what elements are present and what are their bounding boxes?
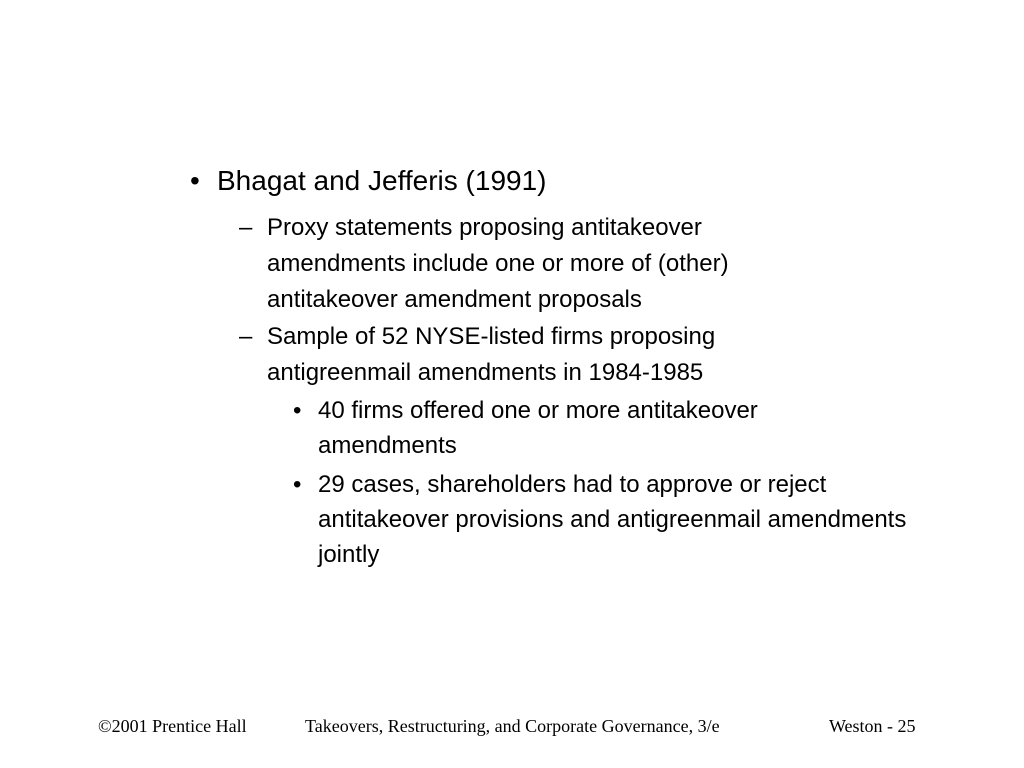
footer-copyright: ©2001 Prentice Hall <box>98 716 247 736</box>
footer-book-title: Takeovers, Restructuring, and Corporate Governance, 3/e <box>305 716 720 736</box>
bullet-marker: • <box>190 165 200 196</box>
subpoint-text: Proxy statements proposing antitakeover amendments include one or more of (other) antitakeover amendment proposals <box>267 214 729 313</box>
footer-page-number: Weston - 25 <box>829 716 916 736</box>
dash-marker: – <box>239 214 253 241</box>
main-bullet <box>190 164 777 198</box>
bullet-marker: • <box>293 471 302 498</box>
subpoint-sample <box>239 319 802 391</box>
point-29-cases <box>293 467 943 572</box>
point-text: 29 cases, shareholders had to approve or reject antitakeover provisions and antigreenmail amendments jointly <box>318 471 907 568</box>
dash-marker: – <box>239 323 253 350</box>
subpoint-text: Sample of 52 NYSE-listed firms proposing antigreenmail amendments in 1984-1985 <box>267 323 716 386</box>
bullet-marker: • <box>293 397 302 424</box>
subpoint-proxy-statements <box>239 210 827 318</box>
point-text: 40 firms offered one or more antitakeover amendments <box>318 397 758 459</box>
main-bullet-text: Bhagat and Jefferis (1991) <box>217 165 547 196</box>
point-40-firms <box>293 393 858 463</box>
